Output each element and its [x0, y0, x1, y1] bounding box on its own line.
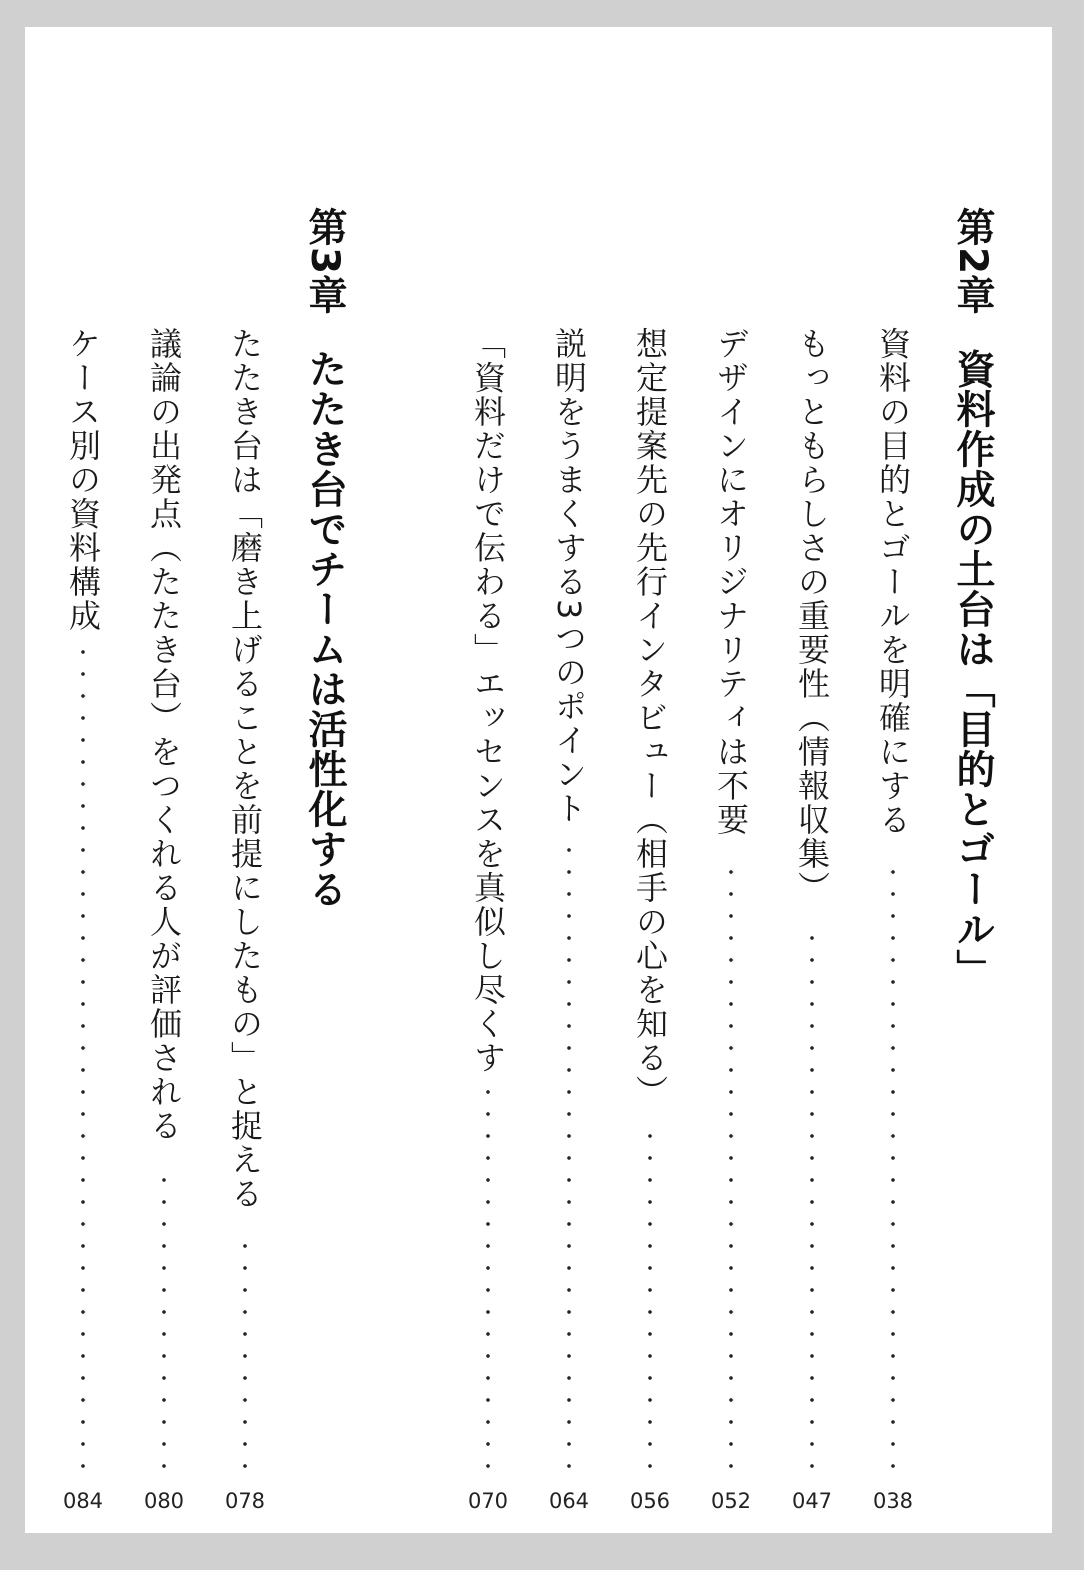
toc-entry-title: もっともらしさの重要性（情報収集）	[793, 327, 831, 905]
dot-leader	[243, 1235, 247, 1477]
dot-leader	[891, 861, 895, 1477]
dot-leader	[648, 1125, 652, 1477]
toc-entry-title: たたき台は「磨き上げることを前提にしたもの」と捉える	[226, 327, 264, 1211]
page-number: 070	[467, 1489, 509, 1513]
chapter-3-heading	[302, 207, 347, 910]
chapter-2-number: 第2章	[950, 207, 995, 316]
toc-entry[interactable]	[873, 327, 913, 1477]
page-number: 080	[143, 1489, 185, 1513]
toc-entry[interactable]	[225, 327, 265, 1477]
toc-entry[interactable]	[549, 327, 589, 1477]
dot-leader	[486, 1081, 490, 1477]
toc-entry-title: 説明をうまくする3つのポイント	[550, 327, 588, 826]
chapter-2-heading	[950, 207, 995, 990]
dot-leader	[810, 927, 814, 1477]
toc-entry-title: デザインにオリジナリティは不要	[712, 327, 750, 837]
page-number: 084	[62, 1489, 104, 1513]
dot-leader	[162, 1169, 166, 1477]
page-number: 064	[548, 1489, 590, 1513]
page-number: 038	[872, 1489, 914, 1513]
dot-leader	[567, 839, 571, 1477]
toc-entry-title: 資料の目的とゴールを明確にする	[874, 327, 912, 837]
chapter-2-title: 資料作成の土台は「目的とゴール」	[950, 349, 995, 990]
chapter-3-title: たたき台でチームは活性化する	[302, 349, 347, 910]
dot-leader	[81, 641, 85, 1477]
toc-entry[interactable]	[630, 327, 670, 1477]
toc-entry-title: 議論の出発点（たたき台）をつくれる人が評価される	[145, 327, 183, 1143]
page-number: 056	[629, 1489, 671, 1513]
toc-entry-title: 「資料だけで伝わる」エッセンスを真似し尽くす	[469, 327, 507, 1075]
toc-entry[interactable]	[711, 327, 751, 1477]
toc-entry[interactable]	[144, 327, 184, 1477]
toc-entry[interactable]	[63, 327, 103, 1477]
toc-entry-title: 想定提案先の先行インタビュー（相手の心を知る）	[631, 327, 669, 1109]
page-number: 078	[224, 1489, 266, 1513]
toc-entry[interactable]	[792, 327, 832, 1477]
toc-entry-title: ケース別の資料構成	[64, 327, 102, 633]
chapter-3-number: 第3章	[302, 207, 347, 316]
dot-leader	[729, 861, 733, 1477]
page-number: 047	[791, 1489, 833, 1513]
toc-page	[25, 27, 1052, 1533]
page-number: 052	[710, 1489, 752, 1513]
toc-entry[interactable]	[468, 327, 508, 1477]
